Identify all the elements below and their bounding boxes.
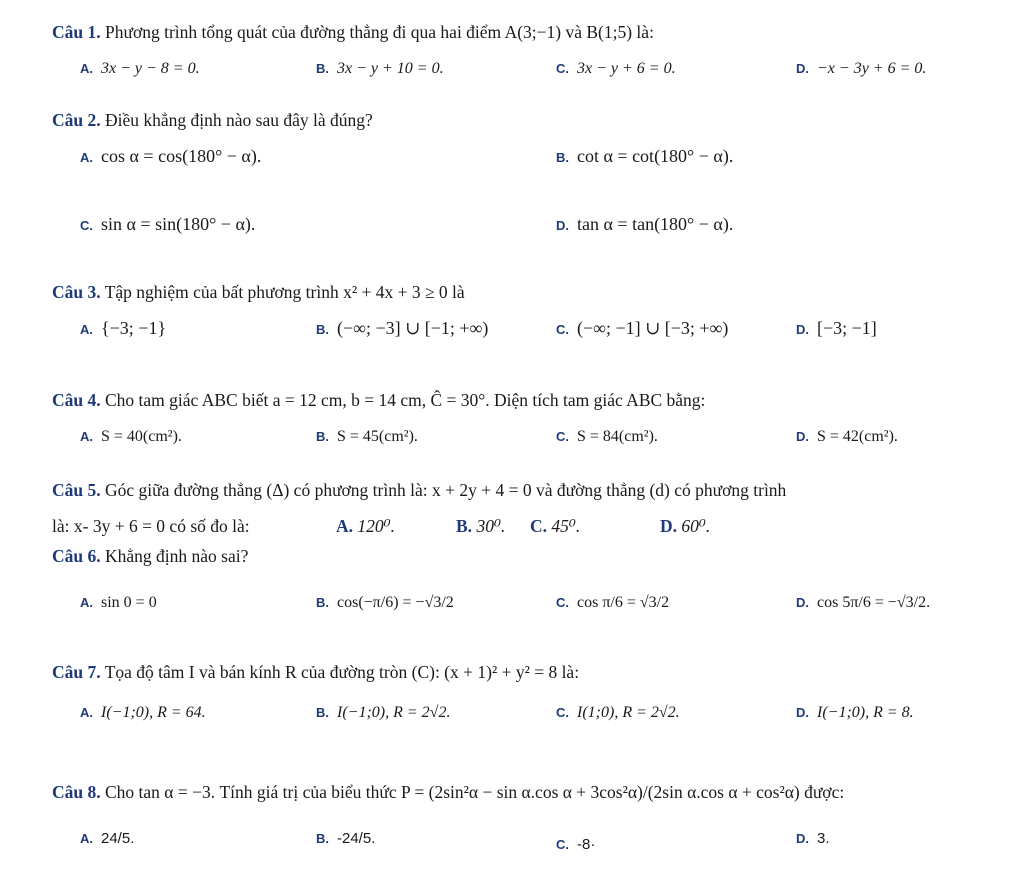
q8-option-b[interactable]: B. -24/5. (316, 830, 376, 847)
q8-option-d[interactable]: D. 3. (796, 830, 830, 847)
q2-option-c[interactable]: C. sin α = sin(180° − α). (80, 214, 256, 234)
q2-option-d[interactable]: D. tan α = tan(180° − α). (556, 214, 734, 234)
q6-option-d[interactable]: D. cos 5π/6 = −√3/2. (796, 594, 931, 611)
q8-option-a[interactable]: A. 24/5. (80, 830, 135, 847)
q3-option-b[interactable]: B. (−∞; −3] ∪ [−1; +∞) (316, 318, 489, 338)
q3-option-a[interactable]: A. {−3; −1} (80, 318, 167, 338)
q4-option-c[interactable]: C. S = 84(cm²). (556, 428, 658, 445)
q4-option-a[interactable]: A. S = 40(cm²). (80, 428, 182, 445)
q3-option-c[interactable]: C. (−∞; −1] ∪ [−3; +∞) (556, 318, 729, 338)
q7-option-b[interactable]: B. I(−1;0), R = 2√2. (316, 704, 451, 721)
question-7: Câu 7. Tọa độ tâm I và bán kính R của đường tròn (C): (x + 1)² + y² = 8 là: (52, 662, 580, 682)
q5-option-d[interactable]: D. 60⁰. (660, 516, 711, 536)
q7-option-d[interactable]: D. I(−1;0), R = 8. (796, 704, 914, 721)
q2-option-b[interactable]: B. cot α = cot(180° − α). (556, 146, 734, 166)
q6-option-b[interactable]: B. cos(−π/6) = −√3/2 (316, 594, 454, 611)
q5-option-b[interactable]: B. 30⁰. (456, 516, 506, 536)
q8-option-c[interactable]: C. -8· (556, 836, 596, 853)
q5-option-a[interactable]: A. 120⁰. (336, 516, 396, 536)
q4-option-d[interactable]: D. S = 42(cm²). (796, 428, 898, 445)
q1-option-b[interactable]: B. 3x − y + 10 = 0. (316, 60, 444, 77)
question-1: Câu 1. Phương trình tổng quát của đường thẳng đi qua hai điểm A(3;−1) và B(1;5) là: (52, 22, 654, 42)
q5-option-c[interactable]: C. 45⁰. (530, 516, 581, 536)
q1-option-c[interactable]: C. 3x − y + 6 = 0. (556, 60, 676, 77)
q4-option-b[interactable]: B. S = 45(cm²). (316, 428, 418, 445)
question-5: Câu 5. Góc giữa đường thẳng (Δ) có phương trình là: x + 2y + 4 = 0 và đường thẳng (d) có phương trình (52, 480, 787, 500)
q6-option-c[interactable]: C. cos π/6 = √3/2 (556, 594, 670, 611)
q2-option-a[interactable]: A. cos α = cos(180° − α). (80, 146, 262, 166)
question-1-text: Phương trình tổng quát của đường thẳng đi qua hai điểm A(3;−1) và B(1;5) là: (105, 22, 654, 42)
q6-option-a[interactable]: A. sin 0 = 0 (80, 594, 157, 611)
q7-option-a[interactable]: A. I(−1;0), R = 64. (80, 704, 206, 721)
q1-option-d[interactable]: D. −x − 3y + 6 = 0. (796, 60, 927, 77)
q3-option-d[interactable]: D. [−3; −1] (796, 318, 877, 338)
question-6: Câu 6. Khẳng định nào sai? (52, 546, 249, 566)
question-3: Câu 3. Tập nghiệm của bất phương trình x² + 4x + 3 ≥ 0 là (52, 282, 465, 302)
question-5-line-2: là: x- 3y + 6 = 0 có số đo là: (52, 516, 250, 536)
q1-option-a[interactable]: A. 3x − y − 8 = 0. (80, 60, 200, 77)
question-8: Câu 8. Cho tan α = −3. Tính giá trị của biểu thức P = (2sin²α − sin α.cos α + 3cos²α)/(2sin α.cos α + cos²α) được: (52, 782, 845, 802)
question-4: Câu 4. Cho tam giác ABC biết a = 12 cm, b = 14 cm, Ĉ = 30°. Diện tích tam giác ABC bằng: (52, 390, 706, 410)
question-2: Câu 2. Điều khẳng định nào sau đây là đúng? (52, 110, 373, 130)
q7-option-c[interactable]: C. I(1;0), R = 2√2. (556, 704, 680, 721)
